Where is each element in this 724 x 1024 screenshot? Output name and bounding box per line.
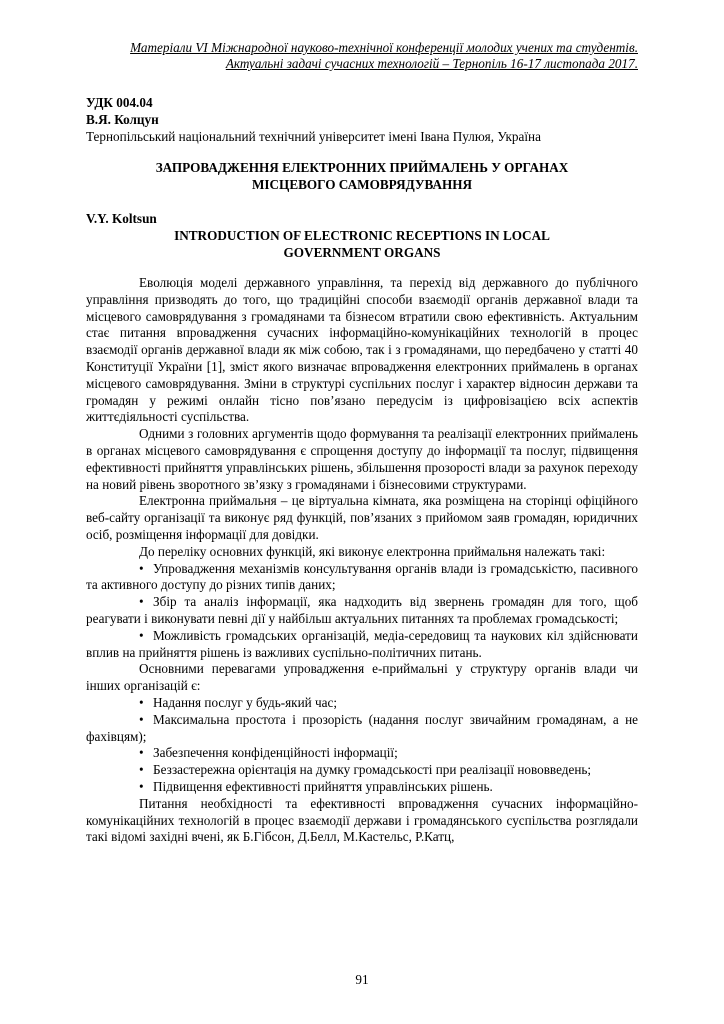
bullet-icon: • <box>139 762 144 778</box>
running-header <box>86 40 638 72</box>
paragraph: До переліку основних функцій, які виконує електронна приймальня належать такі: <box>139 543 606 559</box>
udc-code: УДК 004.04 <box>86 95 153 110</box>
bullet-icon: • <box>139 745 144 761</box>
list-item-text: Беззастережна орієнтація на думку громадськості при реалізації нововведень; <box>153 762 592 778</box>
bullet-icon: • <box>139 694 144 710</box>
list-item <box>86 712 638 746</box>
bullet-icon: • <box>139 560 144 576</box>
paragraph: Еволюція моделі державного управління, та перехід від державного до публічного управління призводять до того, що традиційні способи взаємодії органів державної влади та місцевого самоврядування з громадянами та бізнесом втратили свою ефективність. Актуальним стає питання впровадження сучасних інформаційно-комунікаційних технологій в процес взаємодії органів державної влади як між собою, так і з громадянами, що передбачено у статті 40 Конституції України [1], зміст якого визначає впровадження електронних приймалень в органах місцевого самоврядування. Зміни в структурі суспільних послуг і характер відносин держави та громадян у режимі онлайн тісно пов’язано передусім із цифровізацією всіх аспектів життєдіяльності суспільства. <box>86 275 638 425</box>
title-en: INTRODUCTION OF ELECTRONIC RECEPTIONS IN LOCAL GOVERNMENT ORGANS <box>174 228 550 260</box>
bullet-icon: • <box>139 778 144 794</box>
bullet-icon: • <box>139 711 144 727</box>
author-uk: В.Я. Колцун <box>86 112 159 127</box>
list-item <box>86 762 638 779</box>
list-item-text: Збір та аналіз інформації, яка надходить від звернень громадян для того, щоб реагувати і виконувати певні дії у найбільш актуальних питаннях та проблемах громадськості; <box>86 594 638 626</box>
list-item-text: Надання послуг у будь-який час; <box>153 694 337 710</box>
bullet-icon: • <box>139 594 144 610</box>
affiliation: Тернопільський національний технічний університет імені Івана Пулюя, Україна <box>86 129 541 144</box>
title-uk: ЗАПРОВАДЖЕННЯ ЕЛЕКТРОННИХ ПРИЙМАЛЕНЬ У ОРГАНАХ МІСЦЕВОГО САМОВРЯДУВАННЯ <box>155 160 569 192</box>
paragraph: Основними перевагами упровадження е-приймальні у структуру органів влади чи інших організацій є: <box>86 661 638 694</box>
list-item <box>86 695 638 712</box>
bullet-icon: • <box>139 627 144 643</box>
list-item-text: Можливість громадських організацій, медіа-середовищ та наукових кіл здійснювати вплив на прийняття рішень із важливих суспільно-політичних питань. <box>86 627 638 660</box>
list-item <box>86 745 638 762</box>
list-item-text: Упровадження механізмів консультування органів влади із громадськістю, пасивного та активного доступу до різних типів даних; <box>86 560 638 593</box>
list-item <box>86 779 638 796</box>
list-item-text: Максимальна простота і прозорість (надання послуг звичайним громадянам, а не фахівцям); <box>86 711 638 744</box>
list-item <box>86 628 638 662</box>
list-item <box>86 594 638 628</box>
list-item <box>86 561 638 595</box>
header-event: Актуальні задачі сучасних технологій – Тернопіль 16-17 листопада 2017. <box>225 56 638 71</box>
author-en: V.Y. Koltsun <box>86 211 157 226</box>
header-conference: Матеріали VI Міжнародної науково-технічної конференції молодих учених та студентів. <box>130 40 638 55</box>
paragraph: Електронна приймальня – це віртуальна кімната, яка розміщена на сторінці офіційного веб-сайту організації та виконує ряд функцій, пов’язаних з прийомом заяв громадян, юридичних осіб, розміщення інформації для довідки. <box>86 493 638 542</box>
page-number: 91 <box>355 972 369 987</box>
list-item-text: Забезпечення конфіденційності інформації; <box>153 745 398 761</box>
paragraph: Одними з головних аргументів щодо формування та реалізації електронних приймалень в органах місцевого самоврядування є спрощення доступу до інформації та послуг, підвищення ефективності прийняття управлінських рішень, збільшення прозорості влади за рахунок переходу на новий рівень зворотного зв’язку з громадянами і бізнесовими структурами. <box>86 426 638 492</box>
paragraph: Питання необхідності та ефективності впровадження сучасних інформаційно-комунікаційних технологій в процес взаємодії держави і громадянського суспільства розглядали такі відомі західні вчені, як Б.Гібсон, Д.Белл, М.Кастельс, Р.Катц, <box>86 795 638 845</box>
list-item-text: Підвищення ефективності прийняття управлінських рішень. <box>153 778 493 794</box>
article-body <box>86 275 638 846</box>
article-meta <box>86 94 638 145</box>
